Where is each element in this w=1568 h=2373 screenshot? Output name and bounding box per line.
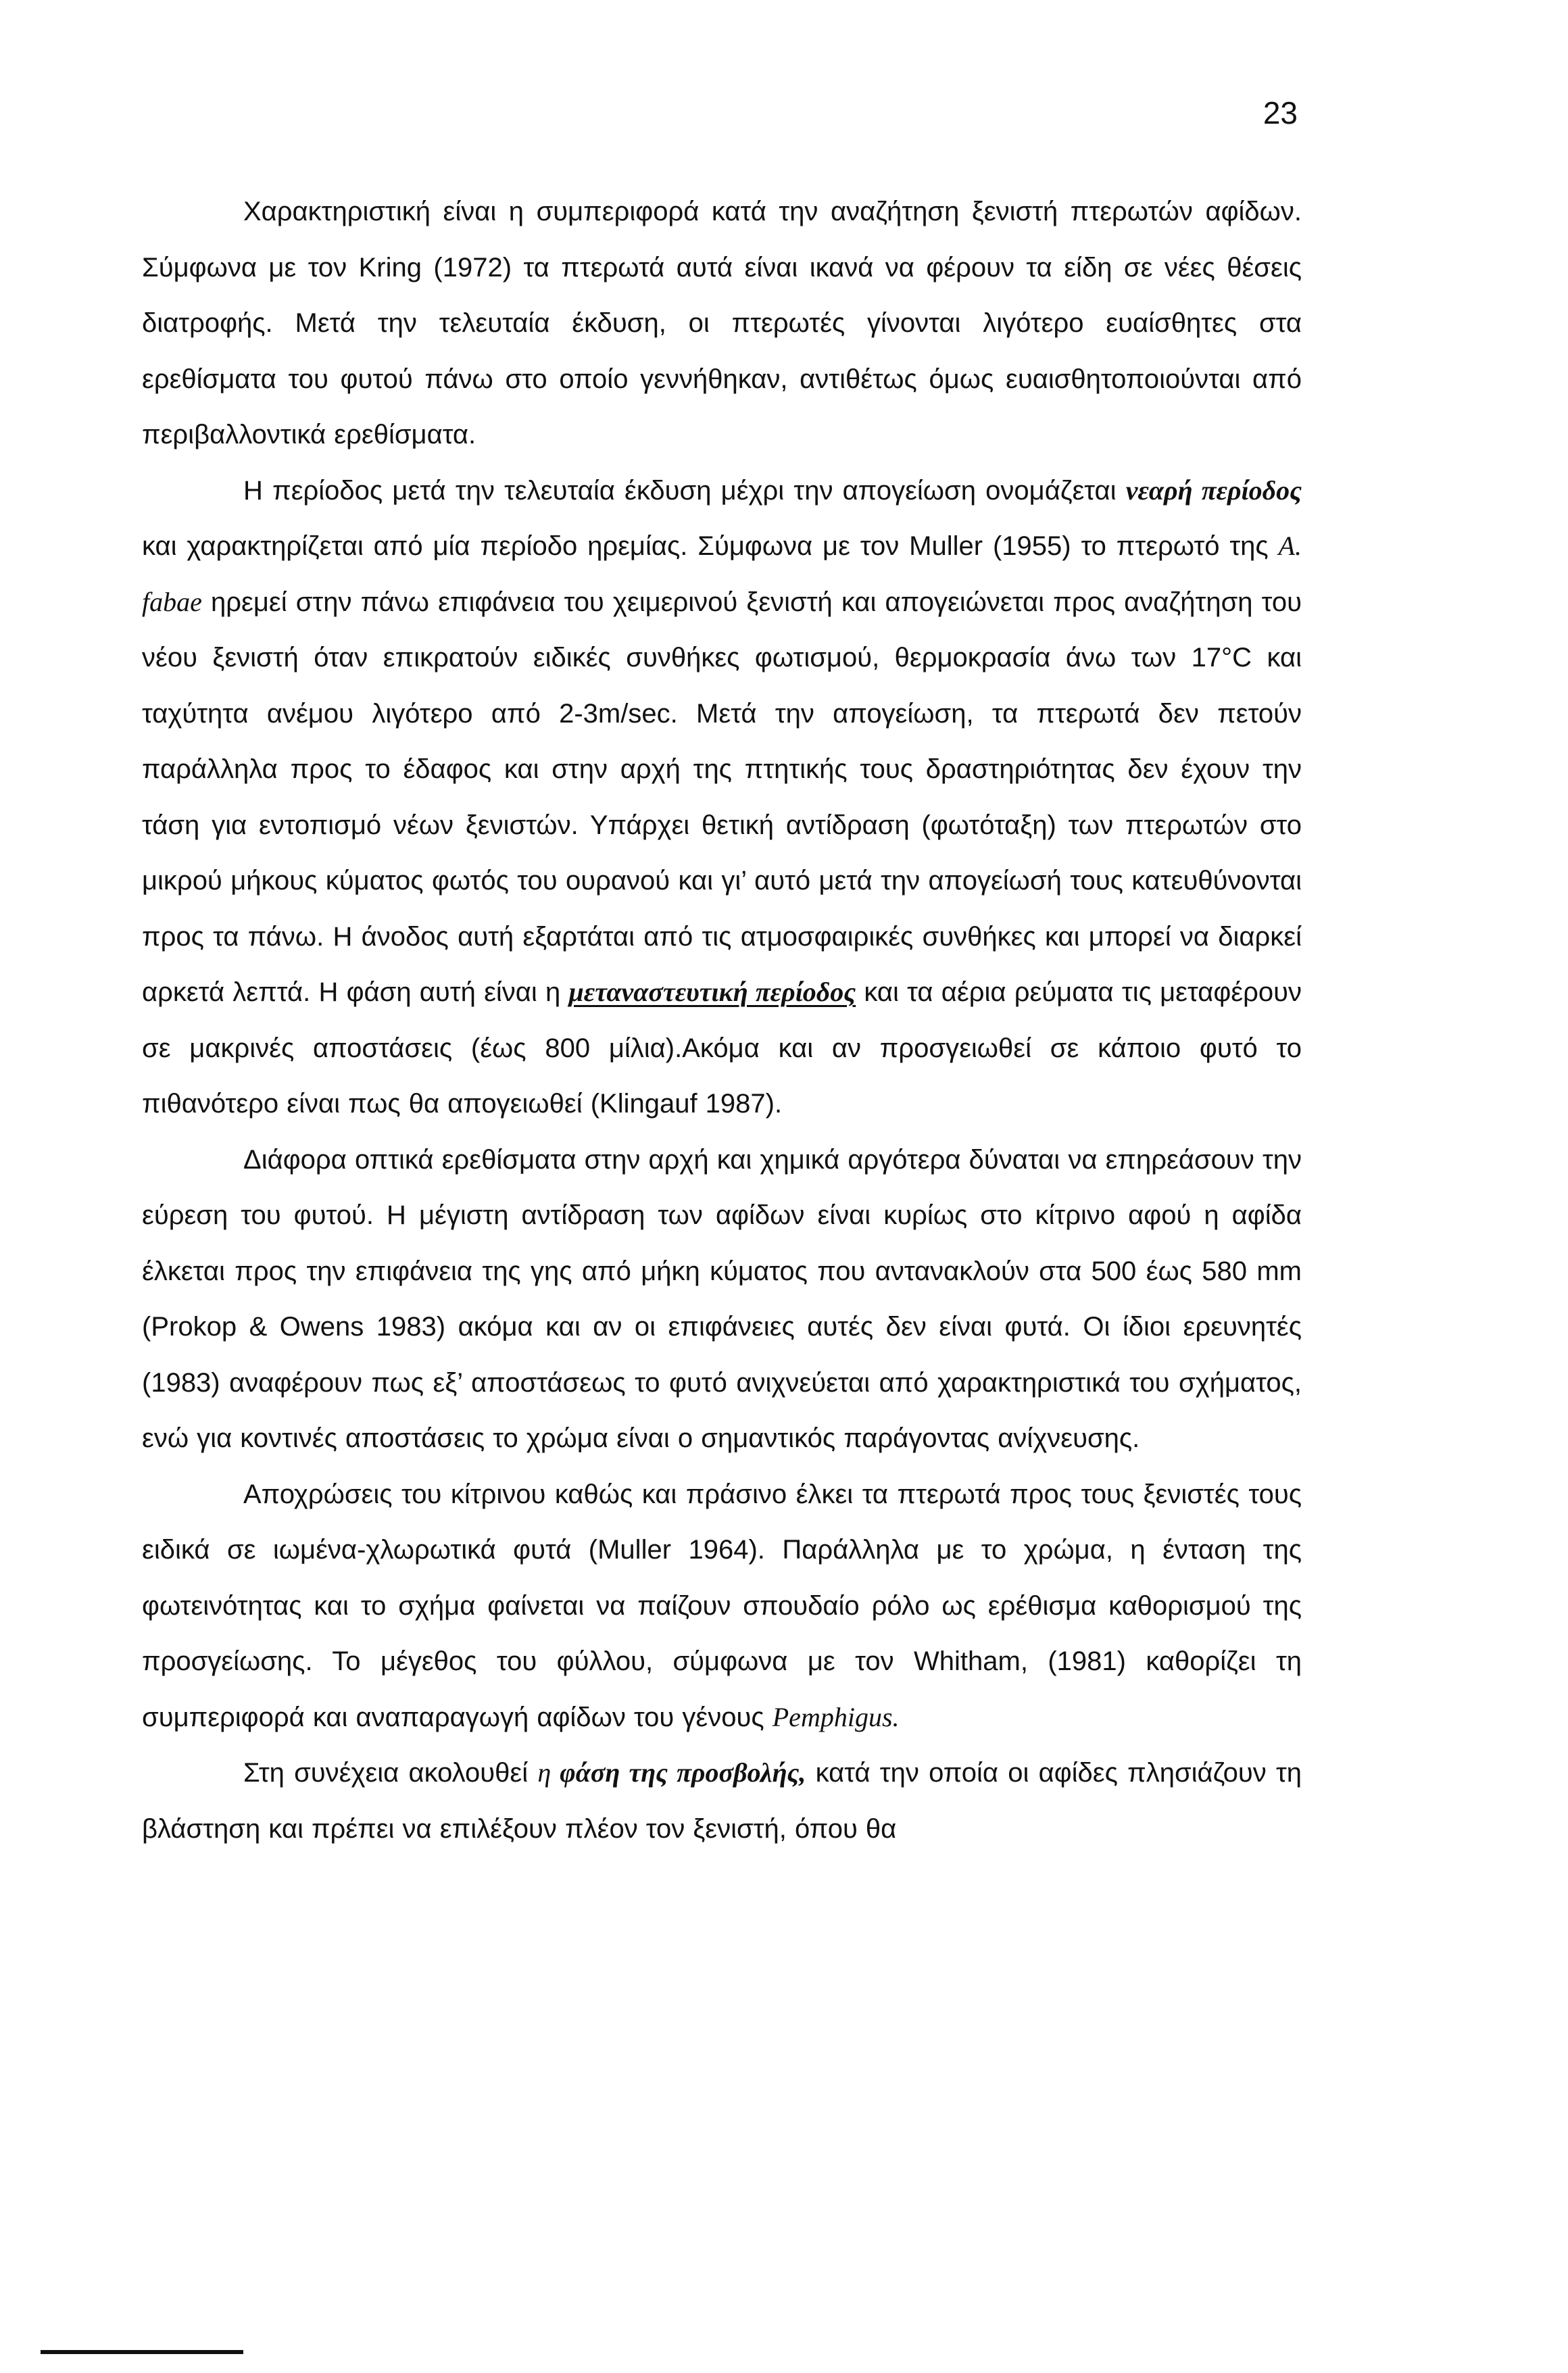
paragraph-3: [142, 1132, 1302, 1467]
text-run: κατά την οποία οι αφίδες πλησιάζουν τη βλάστηση και πρέπει να επιλέξουν πλέον τον ξενιστή, όπου θα: [142, 1758, 1302, 1844]
text-run: φάση της προσβολής,: [560, 1757, 806, 1788]
text-run: Pemphigus.: [772, 1701, 900, 1732]
paragraph-4: [142, 1467, 1302, 1746]
text-run: Η περίοδος μετά την τελευταία έκδυση μέχρι την απογείωση ονομάζεται: [243, 475, 1126, 506]
text-run: και τα αέρια ρεύματα τις μεταφέρουν σε μακρινές αποστάσεις (έως 800 μίλια).Ακόμα και αν προσγειωθεί σε κάποιο φυτό το πιθανότερο είναι πως θα απογειωθεί (Klingauf 1987).: [142, 977, 1302, 1119]
text-run: ηρεμεί στην πάνω επιφάνεια του χειμερινού ξενιστή και απογειώνεται προς αναζήτηση του νέου ξενιστή όταν επικρατούν ειδικές συνθήκες φωτισμού, θερμοκρασία άνω των 17°C και ταχύτητα ανέμου λιγότερο από 2-3m/sec. Μετά την απογείωση, τα πτερωτά δεν πετούν παράλληλα προς το έδαφος και στην αρχή της πτητικής τους δραστηριότητας δεν έχουν την τάση για εντοπισμό νέων ξενιστών. Υπάρχει θετική αντίδραση (φωτόταξη) των πτερωτών στο μικρού μήκους κύματος φωτός του ουρανού και γι’ αυτό μετά την απογείωσή τους κατευθύνονται προς τα πάνω. Η άνοδος αυτή εξαρτάται από τις ατμοσφαιρικές συνθήκες και μπορεί να διαρκεί αρκετά λεπτά. Η φάση αυτή είναι η: [142, 587, 1302, 1007]
text-run: Στη συνέχεια ακολουθεί: [243, 1758, 538, 1788]
paragraph-5: [142, 1745, 1302, 1857]
footnote-divider: [41, 2350, 243, 2354]
text-run: Αποχρώσεις του κίτρινου καθώς και πράσινο έλκει τα πτερωτά προς τους ξενιστές τους ειδικά σε ιωμένα-χλωρωτικά φυτά (Muller 1964). Παράλληλα με το χρώμα, η ένταση της φωτεινότητας και το σχήμα φαίνεται να παίζουν σπουδαίο ρόλο ως ερέθισμα καθορισμού της προσγείωσης. Το μέγεθος του φύλλου, σύμφωνα με τον Whitham, (1981) καθορίζει τη συμπεριφορά και αναπαραγωγή αφίδων του γένους: [142, 1479, 1302, 1732]
text-run: και χαρακτηρίζεται από μία περίοδο ηρεμίας. Σύμφωνα με τον Muller (1955) το πτερωτό της: [142, 531, 1279, 561]
paragraph-1: [142, 184, 1302, 463]
text-run: μεταναστευτική περίοδος: [568, 977, 856, 1007]
text-run: η: [537, 1757, 560, 1788]
page-body: [142, 184, 1302, 1857]
text-run: Διάφορα οπτικά ερεθίσματα στην αρχή και χημικά αργότερα δύναται να επηρεάσουν την εύρεση του φυτού. Η μέγιστη αντίδραση των αφίδων είναι κυρίως στο κίτρινο αφού η αφίδα έλκεται προς την επιφάνεια της γης από μήκη κύματος που αντανακλούν στα 500 έως 580 mm (Prokop & Owens 1983) ακόμα και αν οι επιφάνειες αυτές δεν είναι φυτά. Οι ίδιοι ερευνητές (1983) αναφέρουν πως εξ’ αποστάσεως το φυτό ανιχνεύεται από χαρακτηριστικά του σχήματος, ενώ για κοντινές αποστάσεις το χρώμα είναι ο σημαντικός παράγοντας ανίχνευσης.: [142, 1144, 1302, 1453]
text-run: νεαρή περίοδος: [1125, 474, 1302, 506]
page-number: 23: [1263, 95, 1298, 130]
text-run: A. fabae: [142, 531, 1302, 617]
text-run: Χαρακτηριστική είναι η συμπεριφορά κατά την αναζήτηση ξενιστή πτερωτών αφίδων. Σύμφωνα με τον Kring (1972) τα πτερωτά αυτά είναι ικανά να φέρουν τα είδη σε νέες θέσεις διατροφής. Μετά την τελευταία έκδυση, οι πτερωτές γίνονται λιγότερο ευαίσθητες στα ερεθίσματα του φυτού πάνω στο οποίο γεννήθηκαν, αντιθέτως όμως ευαισθητοποιούνται από περιβαλλοντικά ερεθίσματα.: [142, 197, 1302, 449]
paragraph-2: [142, 463, 1302, 1132]
